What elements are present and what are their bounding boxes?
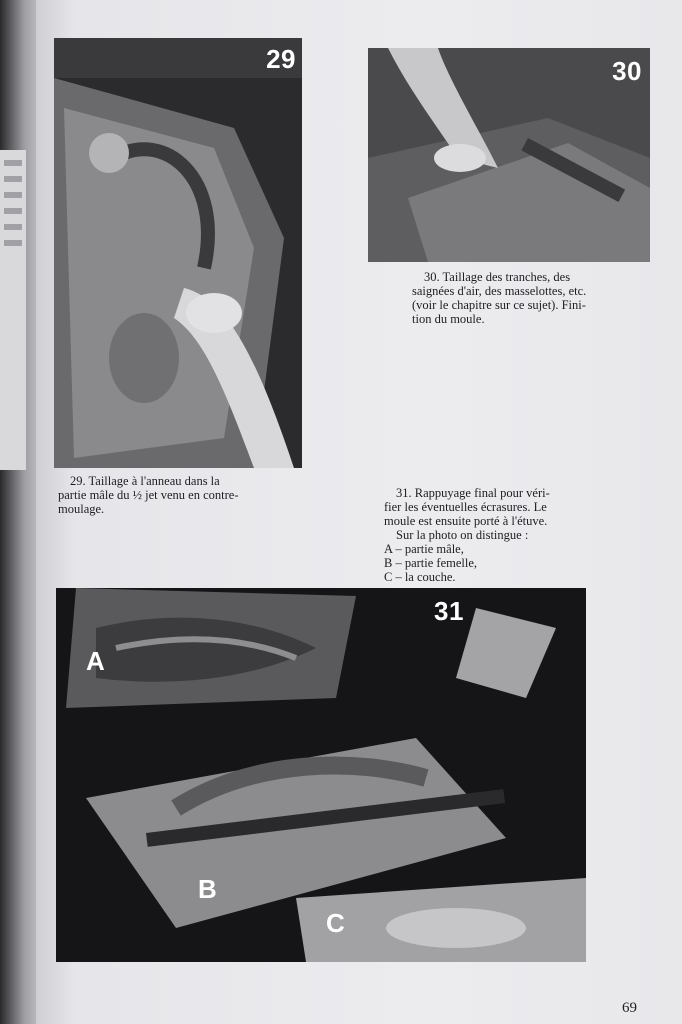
caption-30-line-4: tion du moule. xyxy=(412,312,485,326)
photo-31 xyxy=(56,588,586,962)
caption-31-line-4: Sur la photo on distingue : xyxy=(396,528,529,542)
page-number: 69 xyxy=(622,1000,637,1016)
photo-31-label-c: C xyxy=(326,908,345,938)
photo-31-label-a: A xyxy=(86,646,105,676)
caption-31 xyxy=(384,486,594,584)
caption-30-line-2: saignées d'air, des masselottes, etc. xyxy=(412,284,587,298)
caption-30 xyxy=(412,270,612,326)
caption-30-line-3: (voir le chapitre sur ce sujet). Fini- xyxy=(412,298,586,312)
photo-31-label-b: B xyxy=(198,874,217,904)
caption-29-line-1: 29. Taillage à l'anneau dans la xyxy=(70,474,220,488)
caption-29-line-3: moulage. xyxy=(58,502,105,516)
caption-31-line-2: fier les éventuelles écrasures. Le xyxy=(384,500,547,514)
caption-31-item-c: C – la couche. xyxy=(384,570,456,584)
previous-page-edge xyxy=(0,150,26,470)
photo-29-image xyxy=(54,38,302,468)
photo-31-number: 31 xyxy=(434,596,464,626)
caption-30-line-1: 30. Taillage des tranches, des xyxy=(424,270,571,284)
photo-29-number: 29 xyxy=(266,44,296,74)
caption-31-line-1: 31. Rappuyage final pour véri- xyxy=(396,486,550,500)
photo-31-image xyxy=(56,588,586,962)
photo-30-number: 30 xyxy=(612,56,642,86)
caption-29-line-2: partie mâle du ½ jet venu en contre- xyxy=(58,488,239,502)
caption-29 xyxy=(58,474,268,516)
photo-29 xyxy=(54,38,302,468)
photo-30-image xyxy=(368,48,650,262)
caption-31-item-b: B – partie femelle, xyxy=(384,556,478,570)
caption-31-line-3: moule est ensuite porté à l'étuve. xyxy=(384,514,548,528)
photo-30 xyxy=(368,48,650,262)
caption-31-item-a: A – partie mâle, xyxy=(384,542,464,556)
